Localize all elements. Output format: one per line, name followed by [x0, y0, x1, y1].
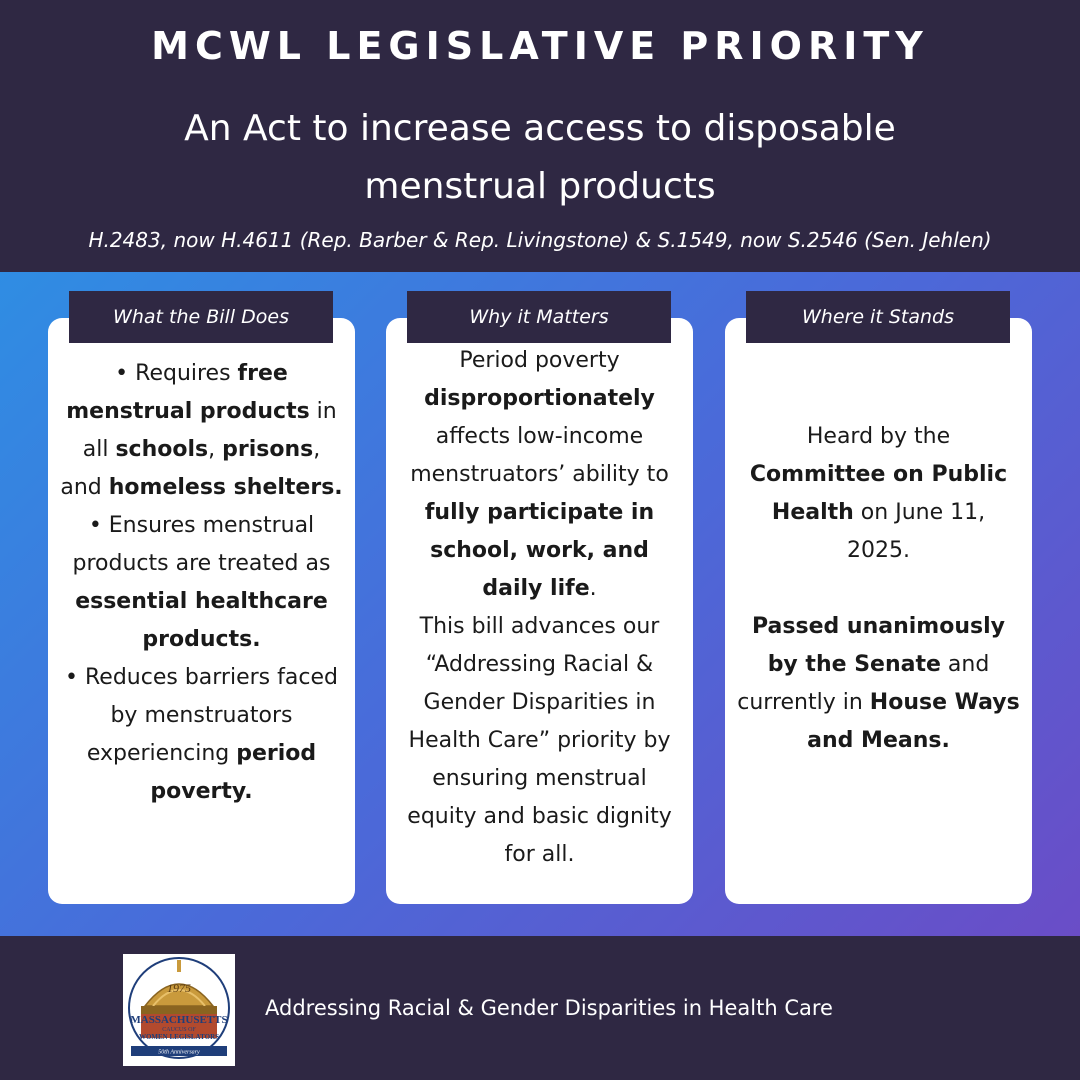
logo-line3: WOMEN LEGISLATORS	[138, 1033, 220, 1041]
logo-year: 1975	[167, 981, 191, 995]
emphasis-text: free menstrual products	[66, 361, 310, 424]
logo-line1: MASSACHUSETTS	[130, 1014, 228, 1026]
card-tab-why-it-matters: Why it Matters	[407, 291, 671, 343]
header	[0, 0, 1080, 272]
card-paragraph: Period poverty disproportionately affects low-income menstruators’ ability to fully participate in school, work, and daily life.	[410, 348, 669, 601]
card-paragraph: • Reduces barriers faced by menstruators experiencing period poverty.	[65, 665, 338, 804]
card-what-bill-does	[48, 306, 355, 904]
emphasis-text: House Ways and Means.	[807, 690, 1020, 753]
card-why-it-matters	[386, 306, 693, 904]
emphasis-text: prisons	[222, 437, 314, 462]
card-tab-where-it-stands: Where it Stands	[746, 291, 1010, 343]
footer	[0, 936, 1080, 1080]
card-paragraph: • Requires free menstrual products in all schools, prisons, and homeless shelters.	[60, 361, 343, 500]
emphasis-text: Committee on Public Health	[749, 462, 1008, 525]
card-paragraph: Passed unanimously by the Senate and currently in House Ways and Means.	[737, 614, 1020, 753]
card-paragraph: • Ensures menstrual products are treated as essential healthcare products.	[72, 513, 331, 652]
logo-ribbon: 50th Anniversary	[158, 1049, 200, 1056]
card-paragraph: Heard by the Committee on Public Health on June 11, 2025.	[749, 424, 1008, 563]
logo-line2: CAUCUS OF	[162, 1027, 196, 1033]
cards-band	[0, 272, 1080, 936]
emphasis-text: fully participate in school, work, and daily life	[424, 500, 655, 601]
emphasis-text: period poverty.	[150, 741, 317, 804]
emphasis-text: schools	[115, 437, 209, 462]
mcwl-logo	[123, 954, 235, 1066]
card-body-where-it-stands	[725, 418, 1032, 760]
page-subtitle: An Act to increase access to disposable menstrual products	[184, 108, 896, 207]
card-body-what-bill-does	[48, 355, 355, 811]
footer-priority-text: Addressing Racial & Gender Disparities in Health Care	[265, 996, 833, 1020]
card-body-why-it-matters	[386, 342, 693, 874]
card-paragraph: This bill advances our “Addressing Racial & Gender Disparities in Health Care” priority by ensuring menstrual equity and basic dignity for all.	[407, 614, 672, 867]
bill-numbers: H.2483, now H.4611 (Rep. Barber & Rep. Livingstone) & S.1549, now S.2546 (Sen. Jehlen)	[88, 228, 992, 252]
emphasis-text: essential healthcare products.	[75, 589, 328, 652]
mcwl-logo-emblem	[123, 954, 235, 1066]
card-where-it-stands	[725, 306, 1032, 904]
emphasis-text: disproportionately	[424, 386, 655, 411]
emphasis-text: Passed unanimously by the Senate	[752, 614, 1005, 677]
card-tab-what-bill-does: What the Bill Does	[69, 291, 333, 343]
emphasis-text: homeless shelters.	[108, 475, 343, 500]
page-title: MCWL LEGISLATIVE PRIORITY	[151, 24, 929, 68]
